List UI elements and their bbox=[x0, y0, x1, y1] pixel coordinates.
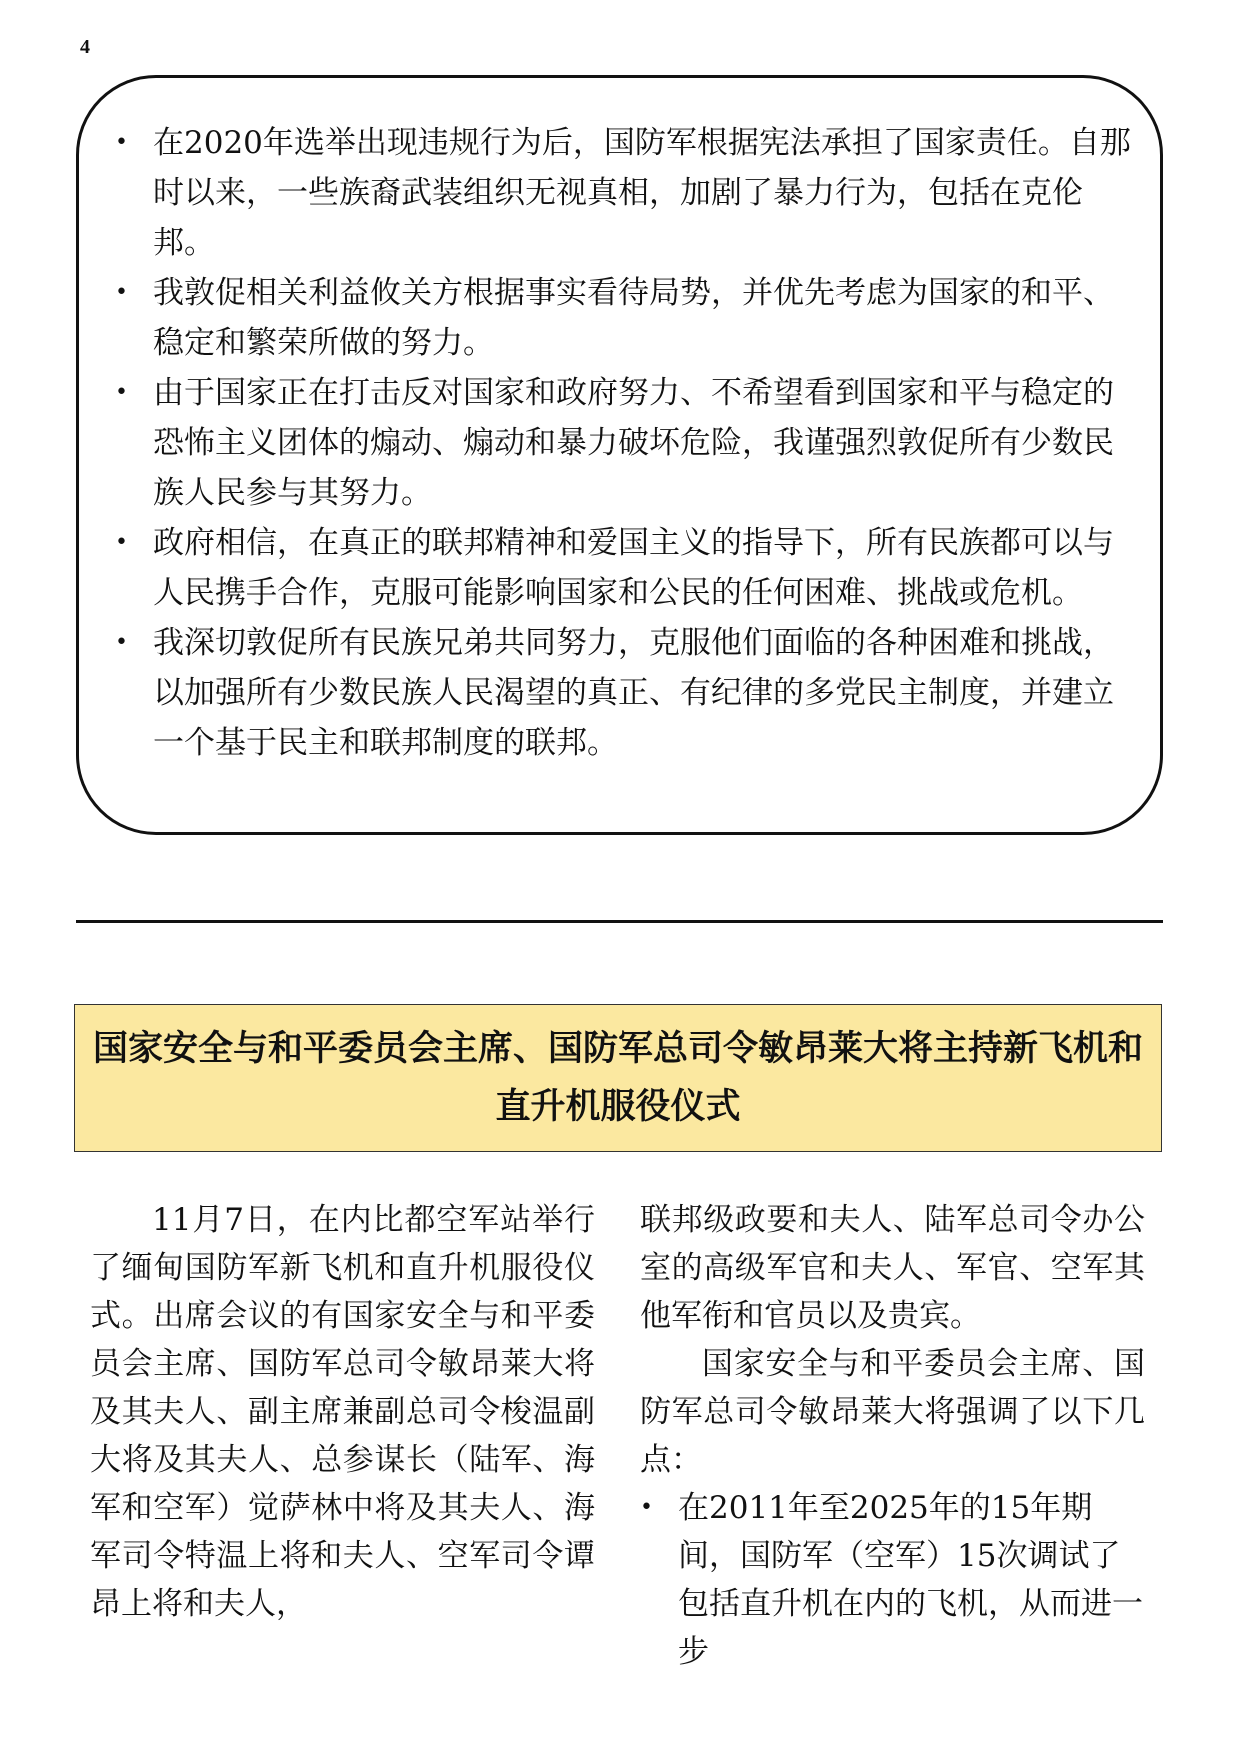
article-bullet-list bbox=[640, 1484, 1145, 1676]
article-bullet-1: • 在2011年至2025年的15年期间，国防军（空军）15次调试了包括直升机在内的飞机，从而进一步 bbox=[640, 1484, 1145, 1676]
article-paragraph-2: 国家安全与和平委员会主席、国防军总司令敏昂莱大将强调了以下几点： bbox=[640, 1346, 1145, 1478]
section-divider bbox=[76, 920, 1163, 923]
summary-bullet-3: • 由于国家正在打击反对国家和政府努力、不希望看到国家和平与稳定的恐怖主义团体的煽动、煽动和暴力破坏危险，我谨强烈敦促所有少数民族人民参与其努力。 bbox=[115, 368, 1135, 518]
summary-bullet-4: • 政府相信，在真正的联邦精神和爱国主义的指导下，所有民族都可以与人民携手合作，克服可能影响国家和公民的任何困难、挑战或危机。 bbox=[115, 518, 1135, 618]
article-paragraph-1: 11月7日，在内比都空军站举行了缅甸国防军新飞机和直升机服役仪式。出席会议的有国家安全与和平委员会主席、国防军总司令敏昂莱大将及其夫人、副主席兼副总司令梭温副大将及其夫人、总参谋长（陆军、海军和空军）觉萨林中将及其夫人、海军司令特温上将和夫人、空军司令谭昂上将和夫人， bbox=[90, 1202, 595, 1622]
article-paragraph-1-continued: 联邦级政要和夫人、陆军总司令办公室的高级军官和夫人、军官、空军其他军衔和官员以及贵宾。 bbox=[640, 1202, 1145, 1334]
summary-bullet-5: • 我深切敦促所有民族兄弟共同努力，克服他们面临的各种困难和挑战，以加强所有少数民族人民渴望的真正、有纪律的多党民主制度，并建立一个基于民主和联邦制度的联邦。 bbox=[115, 618, 1135, 768]
summary-bullet-1: • 在2020年选举出现违规行为后，国防军根据宪法承担了国家责任。自那时以来，一些族裔武装组织无视真相，加剧了暴力行为，包括在克伦邦。 bbox=[115, 118, 1135, 268]
headline-box bbox=[74, 1004, 1162, 1152]
page-number: 4 bbox=[80, 36, 90, 58]
article-headline: 国家安全与和平委员会主席、国防军总司令敏昂莱大将主持新飞机和直升机服役仪式 bbox=[93, 1029, 1144, 1127]
article-column-left bbox=[90, 1196, 595, 1628]
article-column-right bbox=[640, 1196, 1145, 1676]
summary-bullet-2: • 我敦促相关利益攸关方根据事实看待局势，并优先考虑为国家的和平、稳定和繁荣所做的努力。 bbox=[115, 268, 1135, 368]
summary-bullet-list bbox=[115, 118, 1135, 768]
